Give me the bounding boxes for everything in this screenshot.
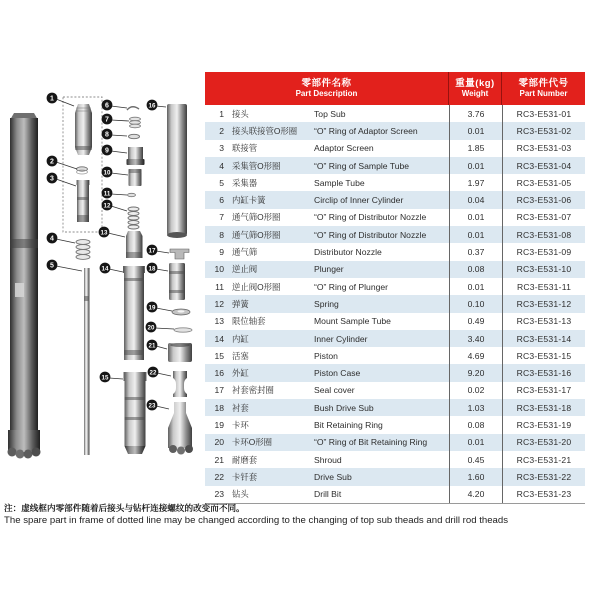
callout-leader-line: [111, 120, 129, 121]
callout-leader-line: [56, 266, 82, 271]
part-number: RC3-E531-06: [502, 191, 585, 208]
row-number: 14: [214, 333, 224, 344]
callout-number: 1: [50, 95, 54, 103]
row-number: 2: [219, 125, 224, 136]
row-number: 5: [219, 177, 224, 188]
part-weight: 4.69: [449, 347, 502, 364]
row-number: 21: [214, 454, 224, 465]
header-weight-zh: 重量(kg): [455, 78, 495, 89]
part-10-plunger: [129, 169, 142, 186]
part-3-adaptor-screen: [77, 180, 90, 222]
callout-number: 21: [148, 342, 156, 350]
part-name-en: “O” Ring of Bit Retaining Ring: [314, 437, 428, 448]
callout-number: 20: [147, 324, 155, 332]
row-number: 23: [214, 489, 224, 500]
callout-leader-line: [56, 239, 75, 243]
row-number: 6: [219, 195, 224, 206]
table-row: [205, 313, 585, 330]
header-part-description: [205, 72, 449, 105]
part-name-zh: 钻头: [232, 489, 249, 500]
part-name-en: Drive Sub: [314, 471, 352, 482]
callout-leader-line: [157, 373, 171, 376]
part-name-zh: 衬套密封圈: [232, 385, 274, 396]
table-row: [205, 243, 585, 260]
part-6-circlip: [127, 107, 139, 110]
row-number: 1: [219, 108, 224, 119]
callout-leader-line: [156, 308, 172, 311]
part-number: RC3-E531-15: [502, 347, 585, 364]
callout-leader-line: [111, 206, 127, 211]
part-17-seal-cover: [170, 249, 189, 259]
part-20-retaining-ring-o-ring: [174, 328, 192, 332]
part-name-zh: 逆止阀O形圈: [232, 281, 281, 292]
header-part-description-zh: 零部件名称: [301, 78, 352, 89]
row-number: 7: [219, 212, 224, 223]
part-weight: 4.20: [449, 486, 502, 503]
callout-number: 23: [148, 402, 156, 410]
callout-leader-line: [111, 194, 127, 195]
part-name-zh: 卡环O形圈: [232, 437, 273, 448]
callout-number: 11: [103, 190, 111, 198]
row-number: 15: [214, 350, 224, 361]
callout-number: 6: [105, 102, 109, 110]
callout-leader-line: [111, 135, 127, 136]
part-13-mount-sample-tube: [126, 231, 143, 258]
row-number: 20: [214, 437, 224, 448]
part-number: RC3-E531-05: [502, 174, 585, 191]
callout-leader-line: [156, 251, 169, 253]
callout-number: 14: [101, 265, 109, 273]
part-name-en: Inner Cylinder: [314, 333, 368, 344]
part-number: RC3-E531-16: [502, 364, 585, 381]
part-name-en: Bush Drive Sub: [314, 402, 374, 413]
part-12-spring: [128, 207, 139, 229]
table-row: [205, 451, 585, 468]
callout-number: 16: [148, 102, 156, 110]
header-part-description-en: Part Description: [295, 89, 358, 99]
part-name-zh: 通气筛O形圈: [232, 229, 281, 240]
part-name-zh: 通气筛O形圈: [232, 212, 281, 223]
row-number: 22: [214, 471, 224, 482]
part-weight: 0.01: [449, 157, 502, 174]
part-name-en: “O” Ring of Adaptor Screen: [314, 125, 418, 136]
row-number: 8: [219, 229, 224, 240]
callout-number: 9: [105, 147, 109, 155]
part-name-en: Adaptor Screen: [314, 143, 374, 154]
exploded-diagram: [0, 86, 205, 466]
part-7-nozzle-o-ring: [130, 117, 141, 128]
part-weight: 0.01: [449, 226, 502, 243]
part-number: RC3-E531-23: [502, 486, 585, 503]
header-weight-en: Weight: [461, 89, 489, 99]
part-name-en: “O” Ring of Plunger: [314, 281, 389, 292]
part-weight: 1.97: [449, 174, 502, 191]
part-number: RC3-E531-11: [502, 278, 585, 295]
callout-number: 4: [50, 235, 54, 243]
part-name-zh: 弹簧: [232, 298, 249, 309]
footnote-zh: 注：虚线框内零部件随着后接头与钻杆连接螺纹的改变而不同。: [4, 503, 245, 513]
part-name-zh: 卡环: [232, 419, 249, 430]
row-number: 10: [214, 264, 224, 275]
part-name-zh: 活塞: [232, 350, 249, 361]
table-row: [205, 105, 585, 122]
part-name-zh: 采集器: [232, 177, 258, 188]
callout-leader-line: [56, 179, 76, 186]
table-row: [205, 295, 585, 312]
part-name-zh: 接头联接管O形圈: [232, 125, 298, 136]
part-name-zh: 内缸: [232, 333, 249, 344]
table-row: [205, 209, 585, 226]
callout-leader-line: [156, 269, 168, 271]
header-weight: [449, 72, 502, 105]
part-weight: 3.76: [449, 105, 502, 122]
callout-leader-line: [109, 269, 123, 272]
table-row: [205, 226, 585, 243]
table-row: [205, 122, 585, 139]
table-row: [205, 468, 585, 485]
part-number: RC3-E531-09: [502, 243, 585, 260]
callout-leader-line: [111, 173, 128, 175]
callout-number: 12: [103, 202, 111, 210]
part-name-zh: 通气筛: [232, 247, 258, 258]
part-name-en: Mount Sample Tube: [314, 316, 391, 327]
row-number: 4: [219, 160, 224, 171]
callout-number: 18: [148, 265, 156, 273]
row-number: 18: [214, 402, 224, 413]
row-number: 19: [214, 419, 224, 430]
row-number: 12: [214, 298, 224, 309]
table-row: [205, 364, 585, 381]
part-weight: 1.60: [449, 468, 502, 485]
parts-table-body: [205, 105, 585, 504]
row-number: 3: [219, 143, 224, 154]
part-weight: 0.08: [449, 416, 502, 433]
callout-number: 13: [100, 229, 108, 237]
table-row: [205, 174, 585, 191]
part-name-zh: 逆止阀: [232, 264, 258, 275]
part-weight: 0.08: [449, 261, 502, 278]
table-row: [205, 486, 585, 503]
callout-leader-line: [156, 106, 166, 107]
footnote-en: The spare part in frame of dotted line may be changed according to the changing of top sub theads and drill rod theads: [4, 514, 508, 526]
callout-number: 5: [50, 262, 54, 270]
part-number: RC3-E531-19: [502, 416, 585, 433]
part-name-zh: 接头: [232, 108, 249, 119]
header-part-number: [502, 72, 585, 105]
part-weight: 1.85: [449, 140, 502, 157]
callout-badges: [47, 93, 174, 411]
part-number: RC3-E531-10: [502, 261, 585, 278]
callout-leader-line: [155, 328, 174, 329]
part-22-drive-sub: [173, 371, 187, 397]
row-number: 13: [214, 316, 224, 327]
row-number: 16: [214, 368, 224, 379]
part-weight: 0.49: [449, 313, 502, 330]
callout-number: 7: [105, 116, 109, 124]
part-weight: 0.02: [449, 382, 502, 399]
part-18-bush-drive-sub: [169, 263, 185, 300]
table-row: [205, 416, 585, 433]
callout-number: 10: [103, 169, 111, 177]
part-weight: 0.01: [449, 122, 502, 139]
part-number: RC3-E531-12: [502, 295, 585, 312]
callout-leader-line: [156, 406, 169, 409]
callout-leader-line: [111, 106, 127, 108]
callout-leader-line: [56, 162, 77, 169]
part-number: RC3-E531-02: [502, 122, 585, 139]
part-name-zh: 衬套: [232, 402, 249, 413]
part-name-en: Top Sub: [314, 108, 346, 119]
part-16-piston-case: [167, 104, 187, 238]
callout-leader-line: [56, 99, 74, 106]
part-weight: 9.20: [449, 364, 502, 381]
table-row: [205, 434, 585, 451]
part-number: RC3-E531-08: [502, 226, 585, 243]
part-number: RC3-E531-07: [502, 209, 585, 226]
part-number: RC3-E531-01: [502, 105, 585, 122]
table-row: [205, 278, 585, 295]
table-row: [205, 140, 585, 157]
part-23-drill-bit: [168, 402, 193, 455]
part-number: RC3-E531-04: [502, 157, 585, 174]
part-weight: 0.04: [449, 191, 502, 208]
part-name-en: “O” Ring of Distributor Nozzle: [314, 212, 427, 223]
part-name-en: Sample Tube: [314, 177, 365, 188]
part-number: RC3-E531-22: [502, 468, 585, 485]
part-weight: 1.03: [449, 399, 502, 416]
callout-number: 8: [105, 131, 109, 139]
row-number: 9: [219, 247, 224, 258]
part-weight: 0.01: [449, 209, 502, 226]
part-number: RC3-E531-14: [502, 330, 585, 347]
part-4-sample-tube-o-ring: [76, 240, 90, 260]
part-1-top-sub: [75, 104, 92, 155]
header-part-number-zh: 零部件代号: [518, 78, 569, 89]
callout-number: 19: [148, 304, 156, 312]
part-name-zh: 采集管O形圈: [232, 160, 281, 171]
part-weight: 0.45: [449, 451, 502, 468]
part-14-inner-cylinder: [123, 266, 145, 360]
part-name-en: Distributor Nozzle: [314, 247, 382, 258]
callout-leader-line: [108, 233, 125, 237]
part-weight: 3.40: [449, 330, 502, 347]
part-21-shroud: [168, 343, 192, 362]
part-2-adaptor-o-ring: [77, 167, 88, 174]
footnotes: [4, 503, 596, 527]
part-19-bit-retaining-ring: [172, 309, 190, 315]
part-name-en: Plunger: [314, 264, 344, 275]
callout-leader-line: [109, 378, 123, 379]
part-number: RC3-E531-20: [502, 434, 585, 451]
part-8-nozzle-o-ring-2: [129, 134, 140, 138]
table-row: [205, 347, 585, 364]
callout-number: 3: [50, 175, 54, 183]
part-name-zh: 内缸卡簧: [232, 195, 266, 206]
part-name-zh: 联接管: [232, 143, 258, 154]
part-name-en: “O” Ring of Distributor Nozzle: [314, 229, 427, 240]
part-number: RC3-E531-21: [502, 451, 585, 468]
callout-leader-line: [156, 346, 167, 349]
part-number: RC3-E531-13: [502, 313, 585, 330]
callout-leader-line: [111, 151, 127, 153]
table-row: [205, 157, 585, 174]
part-9-distributor-nozzle: [127, 147, 145, 165]
part-name-zh: 外缸: [232, 368, 249, 379]
part-number: RC3-E531-03: [502, 140, 585, 157]
part-name-en: Drill Bit: [314, 489, 342, 500]
table-row: [205, 399, 585, 416]
callout-number: 17: [148, 247, 156, 255]
part-name-en: Seal cover: [314, 385, 355, 396]
part-weight: 0.37: [449, 243, 502, 260]
part-name-zh: 耐磨套: [232, 454, 258, 465]
row-number: 11: [215, 281, 224, 292]
part-name-en: Piston: [314, 350, 338, 361]
part-name-en: Bit Retaining Ring: [314, 419, 383, 430]
assembled-tool: [8, 113, 41, 459]
part-name-zh: 限位轴套: [232, 316, 266, 327]
parts-table: [205, 72, 585, 504]
callout-number: 2: [50, 158, 54, 166]
table-row: [205, 382, 585, 399]
table-header: [205, 72, 585, 105]
part-name-en: Shroud: [314, 454, 342, 465]
part-number: RC3-E531-18: [502, 399, 585, 416]
callout-number: 15: [101, 374, 109, 382]
table-row: [205, 191, 585, 208]
part-number: RC3-E531-17: [502, 382, 585, 399]
part-name-en: Piston Case: [314, 368, 361, 379]
callout-number: 22: [149, 369, 157, 377]
part-weight: 0.10: [449, 295, 502, 312]
part-name-en: Circlip of Inner Cylinder: [314, 195, 404, 206]
part-11-plunger-o-ring: [128, 193, 136, 196]
part-weight: 0.01: [449, 278, 502, 295]
part-5-sample-tube: [84, 268, 90, 455]
part-15-piston: [124, 372, 147, 454]
row-number: 17: [214, 385, 224, 396]
part-name-zh: 卡钎套: [232, 471, 258, 482]
table-row: [205, 330, 585, 347]
part-name-en: Spring: [314, 298, 339, 309]
table-row: [205, 261, 585, 278]
part-weight: 0.01: [449, 434, 502, 451]
part-name-en: “O” Ring of Sample Tube: [314, 160, 410, 171]
header-part-number-en: Part Number: [519, 89, 568, 99]
